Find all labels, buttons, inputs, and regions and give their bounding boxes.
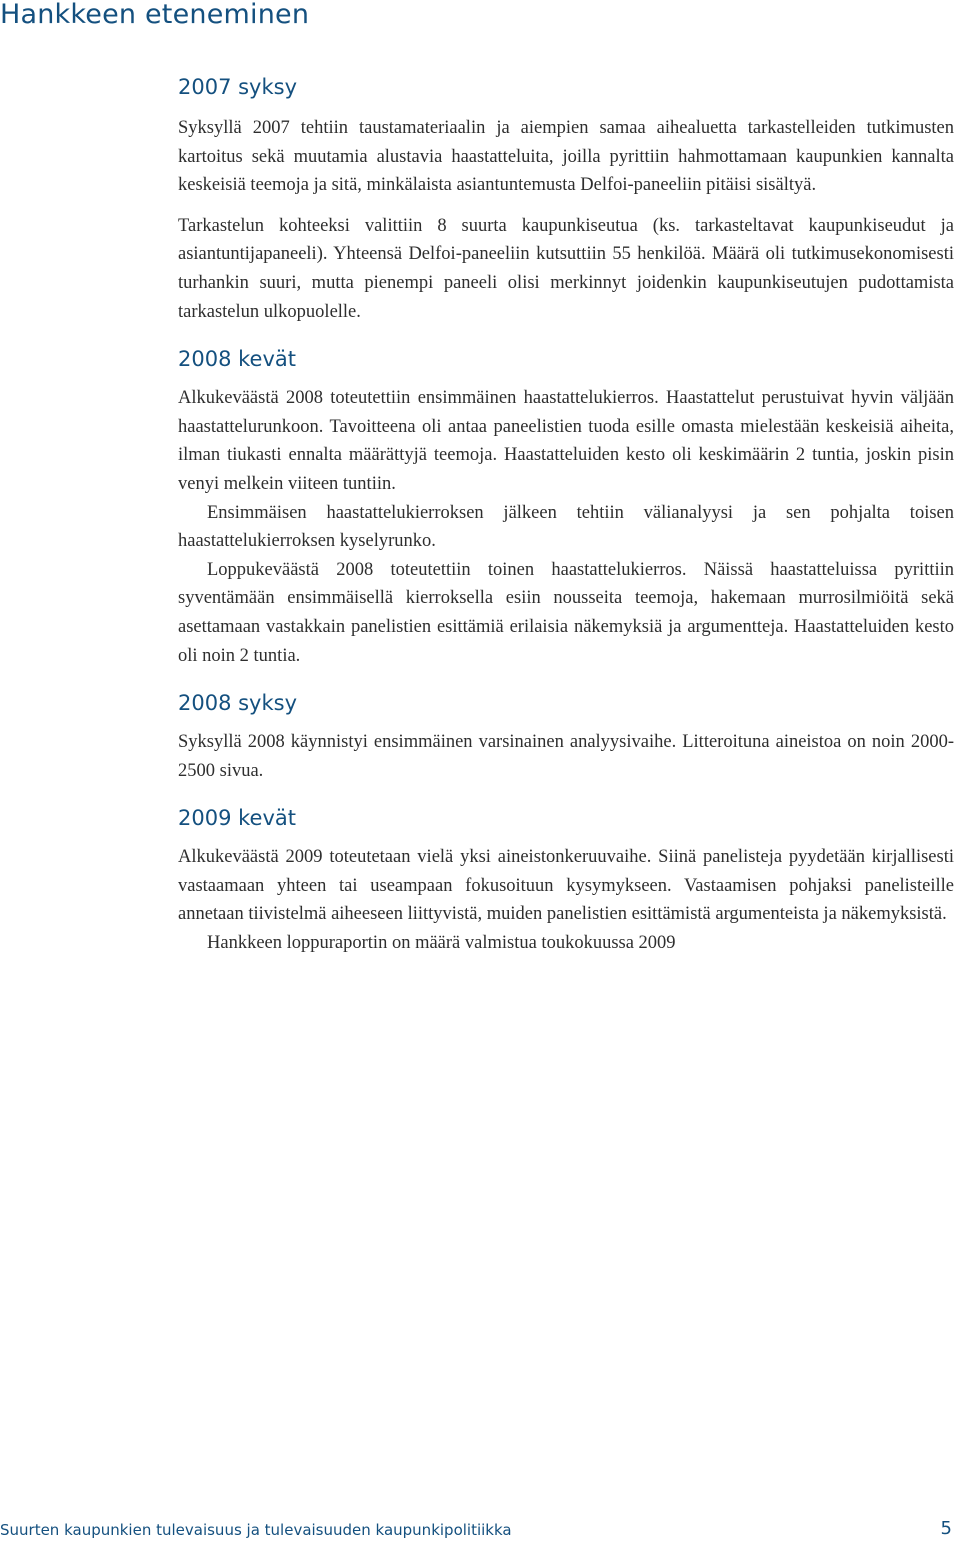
paragraph: Syksyllä 2008 käynnistyi ensimmäinen varsinainen analyysivaihe. Litteroituna aineistoa on noin 2000-2500 sivua. <box>178 732 954 781</box>
section-heading: 2007 syksy <box>178 75 298 99</box>
paragraph: Hankkeen loppuraportin on määrä valmistua toukokuussa 2009 <box>207 933 676 954</box>
section-2007-syksy <box>178 72 954 326</box>
section-2009-kevat <box>178 803 954 957</box>
section-heading: 2008 syksy <box>178 691 298 716</box>
paragraph: Alkukeväästä 2009 toteutetaan vielä yksi aineistonkeruuvaihe. Siinä panelisteja pyydetään kirjallisesti vastaamaan yhteen tai useampaan fokusoituun kysymykseen. Vastaamisen pohjaksi panelisteille annetaan tiivistelmä aiheeseen liittyvistä, muiden panelistien esittämistä argumenteista ja näkemyksistä. <box>178 847 954 925</box>
main-content <box>178 72 954 976</box>
section-body <box>178 843 954 957</box>
paragraph: Loppukeväästä 2008 toteutettiin toinen haastattelukierros. Näissä haastatteluissa pyrittiin syventämään ensimmäisellä kierroksella esiin nousseita teemoja, hakemaan murrosilmiöitä sekä asettamaan vastakkain panelistien esittämiä erilaisia näkemyksiä ja argumentteja. Haastatteluiden kesto oli noin 2 tuntia. <box>178 559 954 666</box>
section-heading: 2009 kevät <box>178 806 296 831</box>
paragraph: Alkukeväästä 2008 toteutettiin ensimmäinen haastattelukierros. Haastattelut perustuivat hyvin väljään haastattelurunkoon. Tavoitteena oli antaa paneelistien tuoda esille omasta mielestään keskeisiä aiheita, ilman tiukasti ennalta määrättyjä teemoja. Haastatteluiden kesto oli keskimäärin 2 tuntia, joskin pisin venyi melkein viiteen tuntiin. <box>178 388 954 494</box>
section-body <box>178 114 954 326</box>
paragraph: Tarkastelun kohteeksi valittiin 8 suurta kaupunkiseutua (ks. tarkasteltavat kaupunkiseudut ja asiantuntijapaneeli). Yhteensä Delfoi-paneeliin kutsuttiin 55 henkilöä. Määrä oli tutkimusekonomisesti turhankin suuri, mutta pienempi paneeli olisi merkinnyt joidenkin kaupunkiseutujen pudottamista tarkastelun ulkopuolelle. <box>178 215 954 322</box>
section-2008-kevat <box>178 344 954 670</box>
footer-publication-title: Suurten kaupunkien tulevaisuus ja tulevaisuuden kaupunkipolitiikka <box>0 1521 512 1539</box>
section-body <box>178 384 954 670</box>
page-title: Hankkeen eteneminen <box>0 0 310 30</box>
paragraph: Ensimmäisen haastattelukierroksen jälkeen tehtiin välianalyysi ja sen pohjalta toisen haastattelukierroksen kyselyrunko. <box>178 502 954 552</box>
page-number: 5 <box>940 1518 952 1539</box>
section-2008-syksy <box>178 688 954 785</box>
section-body <box>178 728 954 785</box>
paragraph: Syksyllä 2007 tehtiin taustamateriaalin ja aiempien samaa aihealuetta tarkastelleiden tutkimusten kartoitus sekä muutamia alustavia haastatteluita, joilla pyrittiin hahmottamaan kaupunkien kannalta keskeisiä teemoja ja sitä, minkälaista asiantuntemusta Delfoi-paneeliin pitäisi sisältyä. <box>178 118 954 196</box>
section-heading: 2008 kevät <box>178 347 296 372</box>
